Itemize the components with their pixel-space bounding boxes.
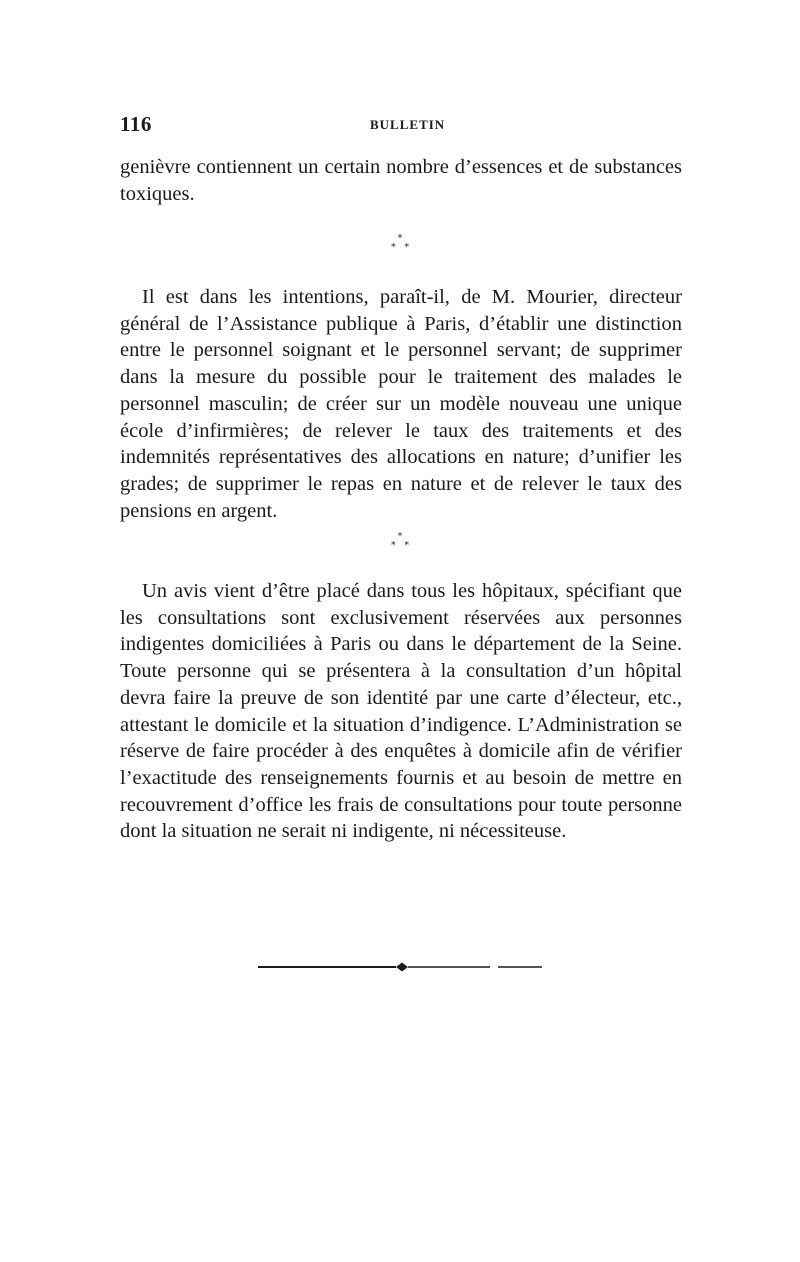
paragraph-consultations: Un avis vient d’être placé dans tous les hôpitaux, spécifiant que les consultations sont exclusivement réservées aux personnes indigentes domiciliées à Paris ou dans le département de la Seine. Toute personne qui se présentera à la consultation d’un hôpital devra faire la preuve de son identité par une carte d’électeur, etc., attestant le domicile et la situation d’indigence. L’Administration se réserve de faire procéder à des enquêtes à domicile afin de vérifier l’exactitude des renseignements fournis et au besoin de mettre en recouvrement d’office les frais de consultations pour toute personne dont la situation ne serait ni indigente, ni nécessiteuse.: [120, 580, 682, 843]
asterism-star: *: [404, 541, 409, 551]
page-header: [120, 112, 680, 140]
paragraph-assistance-publique: Il est dans les intentions, paraît-il, de M. Mourier, directeur général de l’Assistance publique à Paris, d’établir une distinction entre le personnel soignant et le personnel servant; de supprimer dans la mesure du possible pour le traitement des malades le personnel masculin; de créer sur un modèle nouveau une unique école d’infirmières; de relever le taux des traitements et des indemnités représentatives des allocations en nature; d’unifier les grades; de supprimer le repas en nature et de relever le taux des pensions en argent.: [120, 286, 682, 522]
asterism-separator: [370, 235, 430, 253]
asterism-star: *: [391, 541, 396, 551]
asterism-separator: [370, 533, 430, 551]
paragraph-continuation: genièvre contiennent un certain nombre d’essences et de substances toxiques.: [120, 156, 682, 205]
decorative-end-rule: [258, 962, 542, 972]
asterism-star: *: [391, 243, 396, 253]
page-number: 116: [120, 112, 152, 136]
asterism-star: *: [404, 243, 409, 253]
asterism-star: *: [397, 532, 403, 542]
asterism-star: *: [397, 234, 403, 244]
diamond-rule-icon: [258, 962, 542, 972]
running-title: BULLETIN: [370, 117, 446, 132]
